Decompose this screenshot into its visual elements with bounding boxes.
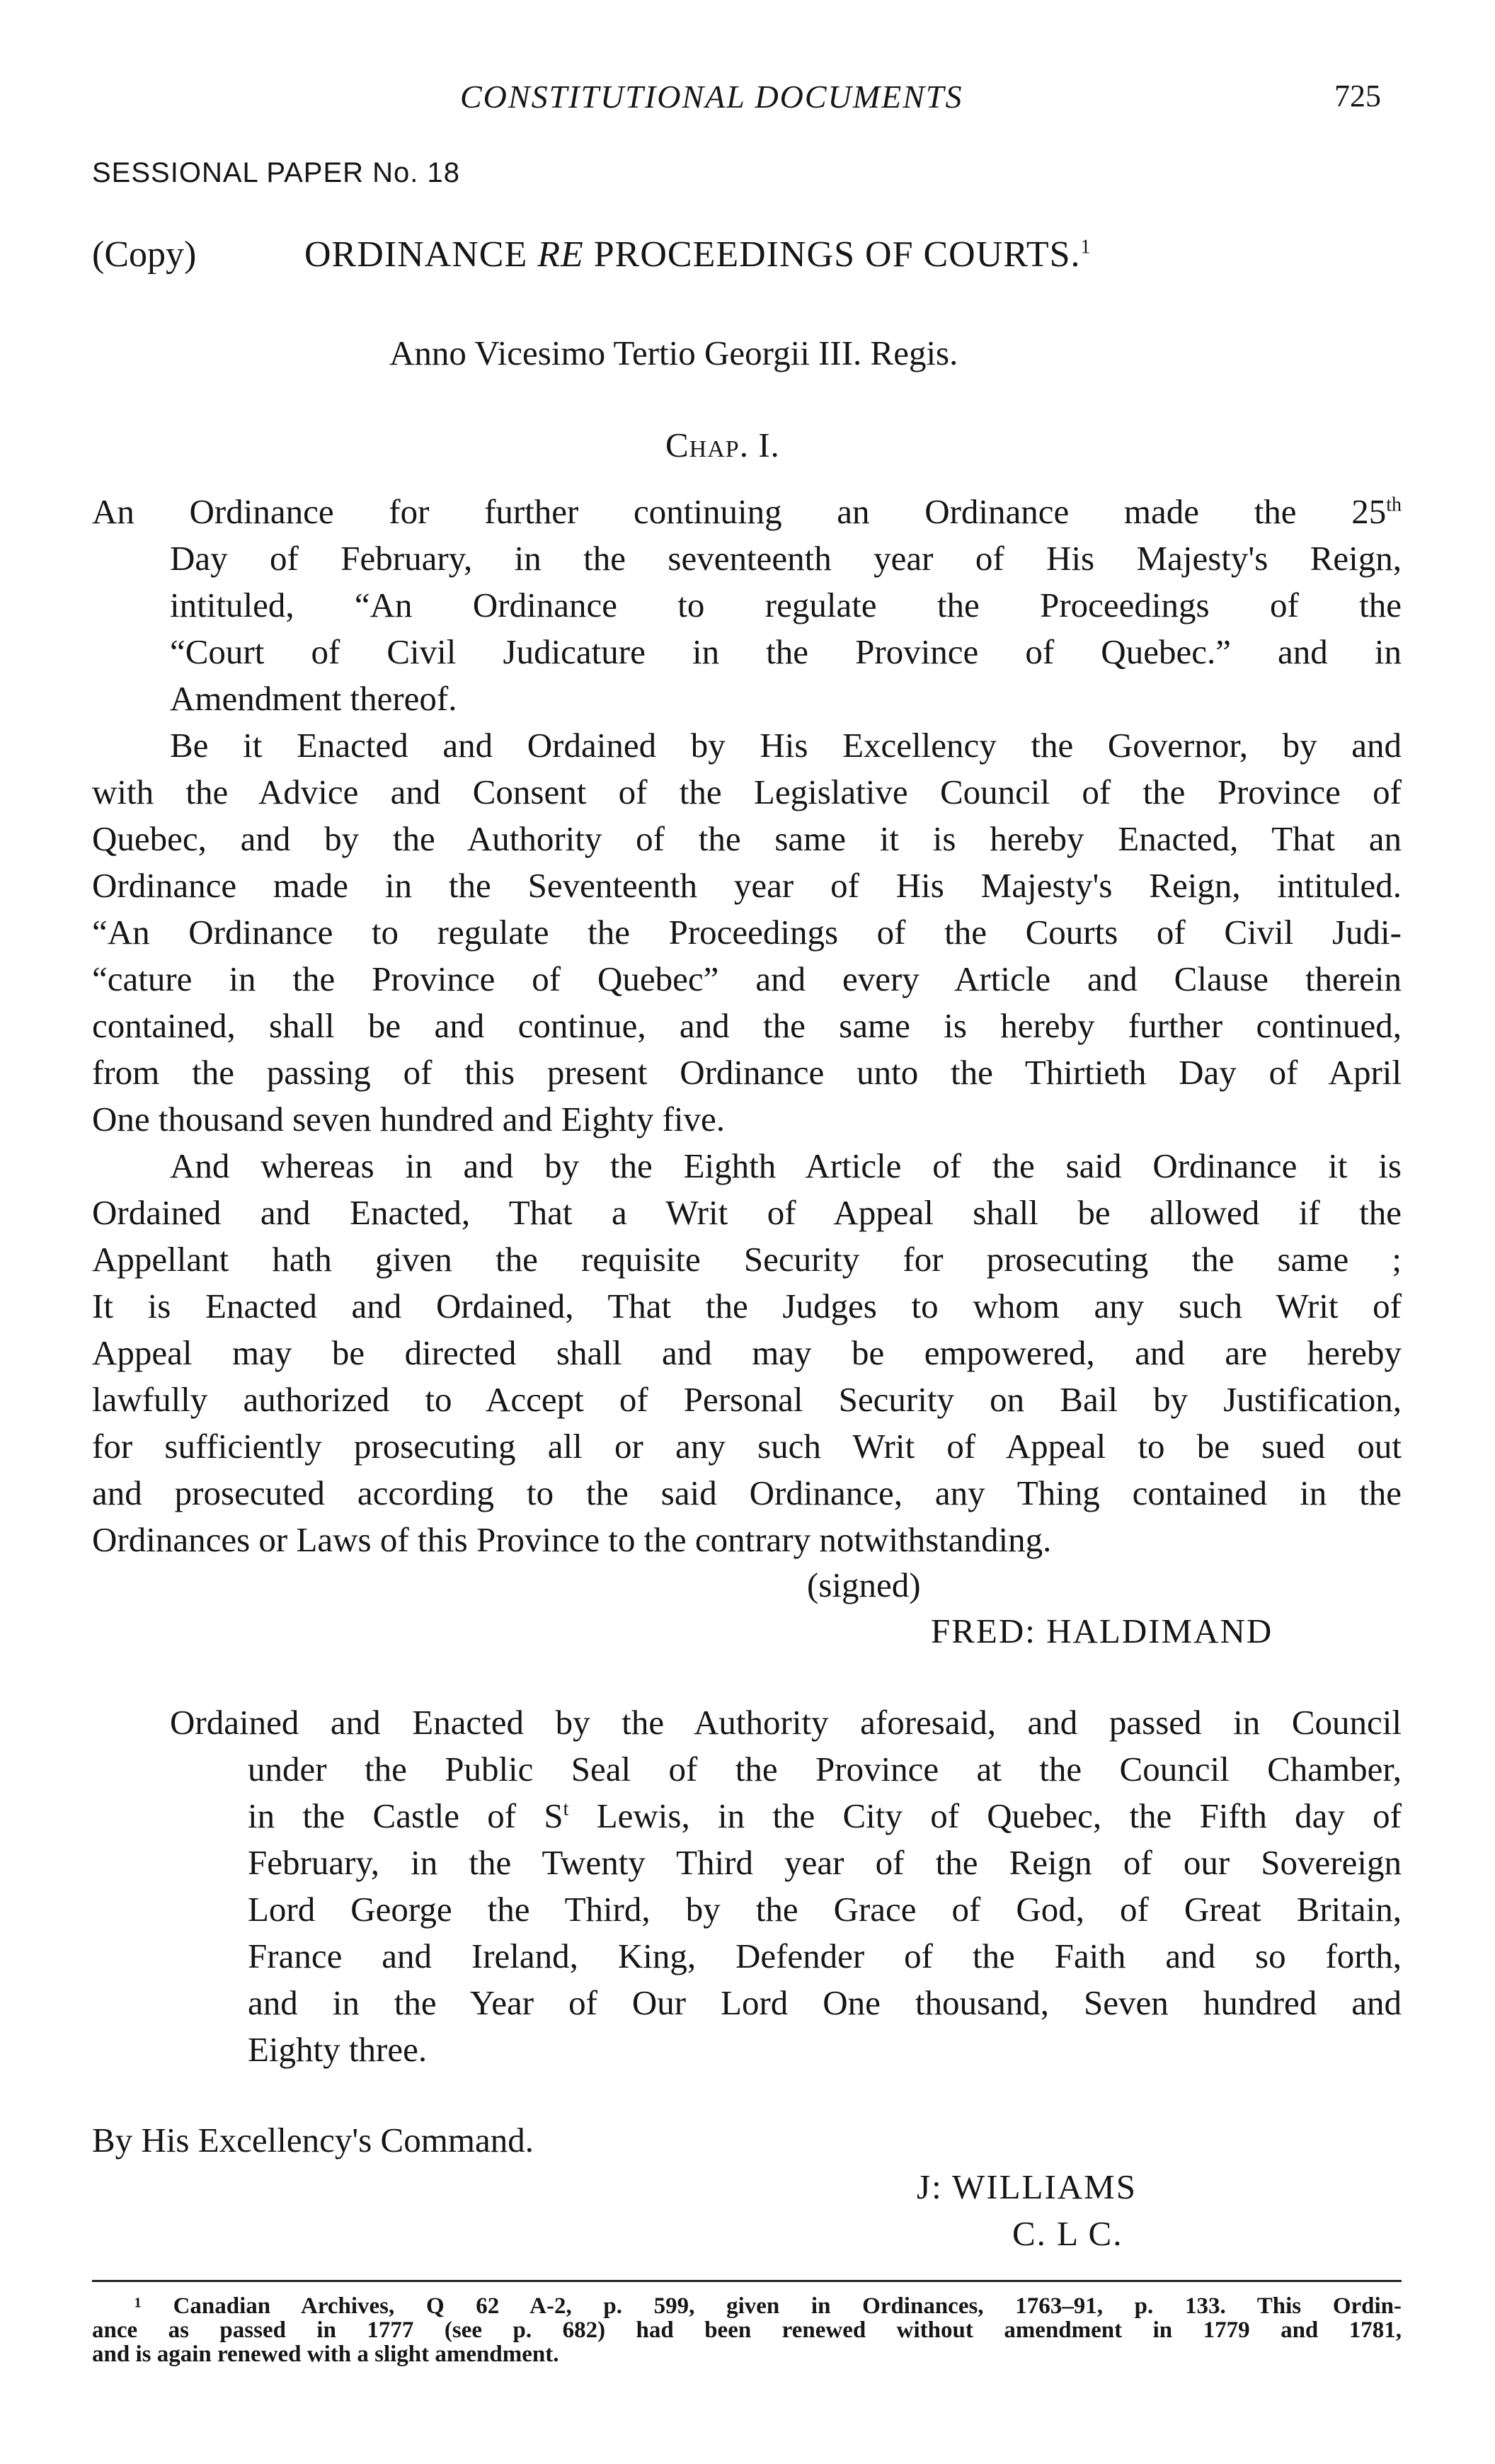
preamble-line: intituled, “An Ordinance to regulate the Proceedings of the — [170, 586, 1402, 624]
title-footnote-mark: 1 — [1080, 236, 1092, 258]
passed-line: February, in the Twenty Third year of the Reign of our Sovereign — [248, 1843, 1402, 1882]
paragraph-enactment — [92, 722, 1402, 1143]
passed-in-council-paragraph — [170, 1699, 1402, 2073]
footnote-line: ance as passed in 1777 (see p. 682) had been renewed without amendment in 1779 and 1781, — [92, 2317, 1402, 2343]
running-title: CONSTITUTIONAL DOCUMENTS — [460, 79, 963, 115]
page-number: 725 — [1334, 79, 1381, 113]
title-post: PROCEEDINGS OF COURTS. — [583, 234, 1081, 275]
passed-line: in the Castle of $S^t$ Lewis, in the City of Quebec, the Fifth day of — [248, 1796, 1402, 1835]
paragraph-line: lawfully authorized to Accept of Personal Security on Bail by Justification, — [92, 1380, 1402, 1419]
paragraph-line: It is Enacted and Ordained, That the Judges to whom any such Writ of — [92, 1287, 1402, 1325]
passed-line: under the Public Seal of the Province at the Council Chamber, — [248, 1750, 1402, 1789]
title-pre: ORDINANCE — [304, 234, 538, 275]
saint-superscript: t — [563, 1798, 569, 1820]
paragraph-line: Ordained and Enacted, That a Writ of Appeal shall be allowed if the — [92, 1193, 1402, 1232]
paragraph-line: and prosecuted according to the said Ordinance, any Thing contained in the — [92, 1473, 1402, 1512]
command-line: By His Excellency's Command. — [92, 2121, 534, 2160]
paragraph-line: Be it Enacted and Ordained by His Excellency the Governor, by and — [170, 726, 1402, 765]
paragraph-line: Quebec, and by the Authority of the same it is hereby Enacted, That an — [92, 819, 1402, 858]
footnote-line: and is again renewed with a slight amendment. — [92, 2342, 559, 2367]
paragraph-line: Ordinance made in the Seventeenth year of His Majesty's Reign, intituled. — [92, 866, 1402, 905]
paragraph-line: And whereas in and by the Eighth Article of the said Ordinance it is — [170, 1146, 1402, 1185]
footnote — [92, 2294, 1402, 2366]
passed-line: Eighty three. — [248, 2030, 428, 2069]
footnote-rule — [92, 2280, 1402, 2282]
paragraph-writ-of-appeal — [92, 1143, 1402, 1563]
title-italic: RE — [537, 234, 584, 275]
document-title — [304, 234, 1092, 275]
passed-line: France and Ireland, King, Defender of the Faith and so forth, — [248, 1937, 1402, 1975]
paragraph-line: with the Advice and Consent of the Legislative Council of the Province of — [92, 772, 1402, 811]
clerk-title: C. L C. — [1012, 2214, 1123, 2253]
anno-line: Anno Vicesimo Tertio Georgii III. Regis. — [389, 333, 958, 372]
paragraph-line: contained, shall be and continue, and the same is hereby further continued, — [92, 1006, 1402, 1045]
preamble-superscript: th — [1386, 494, 1402, 516]
passed-line: Lord George the Third, by the Grace of God, of Great Britain, — [248, 1890, 1402, 1929]
chapter-heading: Chap. I. — [665, 426, 780, 464]
paragraph-line: One thousand seven hundred and Eighty five. — [92, 1100, 726, 1139]
sessional-paper-label: SESSIONAL PAPER No. 18 — [92, 157, 460, 188]
paragraph-line: for sufficiently prosecuting all or any such Writ of Appeal to be sued out — [92, 1427, 1402, 1466]
paragraph-line: Appellant hath given the requisite Security for prosecuting the same ; — [92, 1240, 1402, 1279]
preamble-line: An Ordinance for further continuing an Ordinance made the 25th — [92, 492, 1402, 531]
governor-signature: FRED: HALDIMAND — [931, 1612, 1273, 1650]
preamble-line: Day of February, in the seventeenth year of His Majesty's Reign, — [170, 539, 1402, 578]
paragraph-line: Ordinances or Laws of this Province to the contrary notwithstanding. — [92, 1520, 1052, 1559]
signed-label: (signed) — [807, 1565, 921, 1604]
document-page — [92, 0, 1402, 2464]
clerk-signature: J: WILLIAMS — [917, 2167, 1137, 2206]
preamble-line: “Court of Civil Judicature in the Province of Quebec.” and in — [170, 632, 1402, 671]
passed-line: and in the Year of Our Lord One thousand, Seven hundred and — [248, 1983, 1402, 2022]
passed-line: Ordained and Enacted by the Authority aforesaid, and passed in Council — [170, 1703, 1402, 1742]
preamble — [92, 489, 1402, 722]
paragraph-line: Appeal may be directed shall and may be empowered, and are hereby — [92, 1333, 1402, 1372]
paragraph-line: “cature in the Province of Quebec” and every Article and Clause therein — [92, 959, 1402, 998]
footnote-line: ¹ Canadian Archives, Q 62 A-2, p. 599, given in Ordinances, 1763–91, p. 133. This Ordin- — [134, 2293, 1402, 2319]
preamble-line: Amendment thereof. — [170, 679, 457, 718]
paragraph-line: from the passing of this present Ordinance unto the Thirtieth Day of April — [92, 1053, 1402, 1092]
copy-label: (Copy) — [92, 234, 197, 275]
paragraph-line: “An Ordinance to regulate the Proceedings of the Courts of Civil Judi- — [92, 913, 1402, 952]
